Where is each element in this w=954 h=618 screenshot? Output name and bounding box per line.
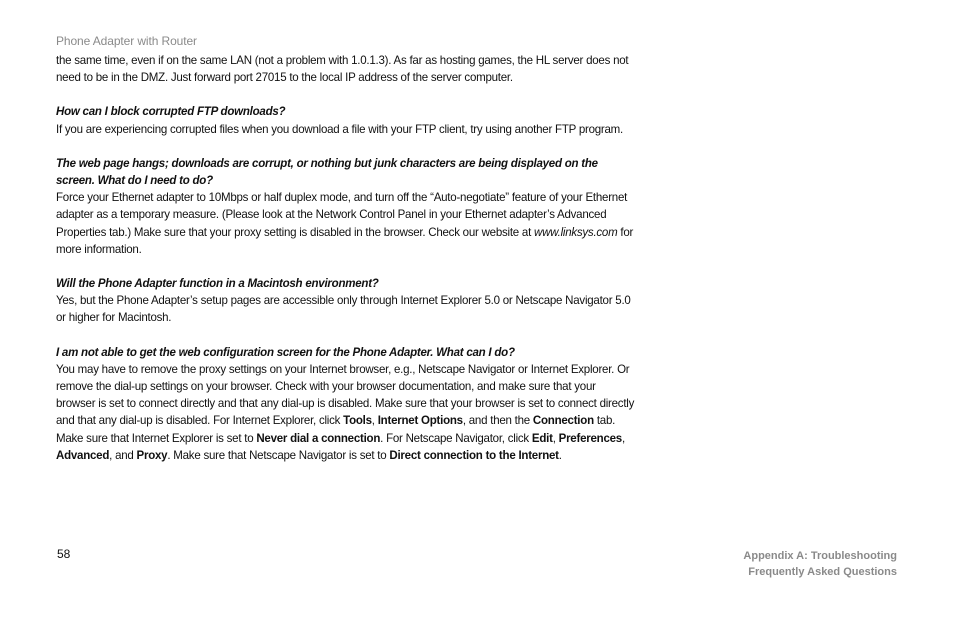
answer-text: You may have to remove the proxy settings on your Internet browser, e.g., Netscape Navigator or Internet Explorer. Or remove the dial-up settings on your browser. Check with your browser documentation, and make sure that your browser is set to connect directly and that any dial-up is disabled. Make sure that your browser is set to connect directly and that any dial-up is disabled. For Internet Explorer, click xyxy=(56,361,635,428)
term-proxy: Proxy xyxy=(136,447,168,462)
answer-text: . For Netscape Navigator, click xyxy=(380,430,532,445)
answer-text: , xyxy=(621,430,625,445)
page-number: 58 xyxy=(57,547,71,561)
answer-text: Force your Ethernet adapter to 10Mbps or half duplex mode, and turn off the “Auto-negotiate” feature of your Ethernet adapter as a temporary measure. (Please look at the Network Control Panel in your Ethernet adapter’s Advanced Properties tab.) Make sure that your proxy setting is disabled in the browser. Check our website at xyxy=(56,190,628,239)
faq-question-web-config: I am not able to get the web configuration screen for the Phone Adapter. What can I do? xyxy=(56,344,515,359)
answer-text: . xyxy=(558,447,562,462)
answer-text: , xyxy=(371,413,378,428)
term-internet-options: Internet Options xyxy=(377,413,463,428)
faq-question-webpage-hangs: The web page hangs; downloads are corrupt, or nothing but junk characters are being displayed on the screen. What do I need to do? xyxy=(56,155,598,188)
answer-text: , xyxy=(552,430,559,445)
website-link[interactable]: www.linksys.com xyxy=(534,224,618,239)
running-footer xyxy=(743,548,897,580)
answer-text: for more information. xyxy=(56,224,634,256)
term-advanced: Advanced xyxy=(56,447,110,462)
faq-answer-ftp: If you are experiencing corrupted files when you download a file with your FTP client, try using another FTP program. xyxy=(56,121,623,136)
answer-text: , and xyxy=(109,447,137,462)
faq-answer-macintosh: Yes, but the Phone Adapter’s setup pages are accessible only through Internet Explorer 5.0 or Netscape Navigator 5.0 or higher for Macintosh. xyxy=(56,293,631,325)
answer-text: , and then the xyxy=(462,413,533,428)
running-header: Phone Adapter with Router xyxy=(56,34,197,48)
answer-text: . Make sure that Netscape Navigator is set to xyxy=(167,447,390,462)
faq-answer-webpage-hangs xyxy=(56,189,638,258)
term-direct-connection: Direct connection to the Internet xyxy=(389,447,559,462)
answer-text: tab. Make sure that Internet Explorer is set to xyxy=(56,413,616,445)
term-connection: Connection xyxy=(532,413,594,428)
term-tools: Tools xyxy=(343,413,372,428)
term-preferences: Preferences xyxy=(558,430,622,445)
faq-content xyxy=(56,52,638,464)
intro-paragraph: the same time, even if on the same LAN (not a problem with 1.0.1.3). As far as hosting games, the HL server does not need to be in the DMZ. Just forward port 27015 to the local IP address of the server computer. xyxy=(56,53,629,85)
footer-section-line2: Frequently Asked Questions xyxy=(748,566,897,578)
footer-section-line1: Appendix A: Troubleshooting xyxy=(743,550,897,562)
faq-answer-web-config xyxy=(56,361,638,464)
term-edit: Edit xyxy=(531,430,553,445)
term-never-dial: Never dial a connection xyxy=(256,430,381,445)
faq-question-ftp: How can I block corrupted FTP downloads? xyxy=(56,104,286,119)
faq-question-macintosh: Will the Phone Adapter function in a Macintosh environment? xyxy=(56,276,379,291)
